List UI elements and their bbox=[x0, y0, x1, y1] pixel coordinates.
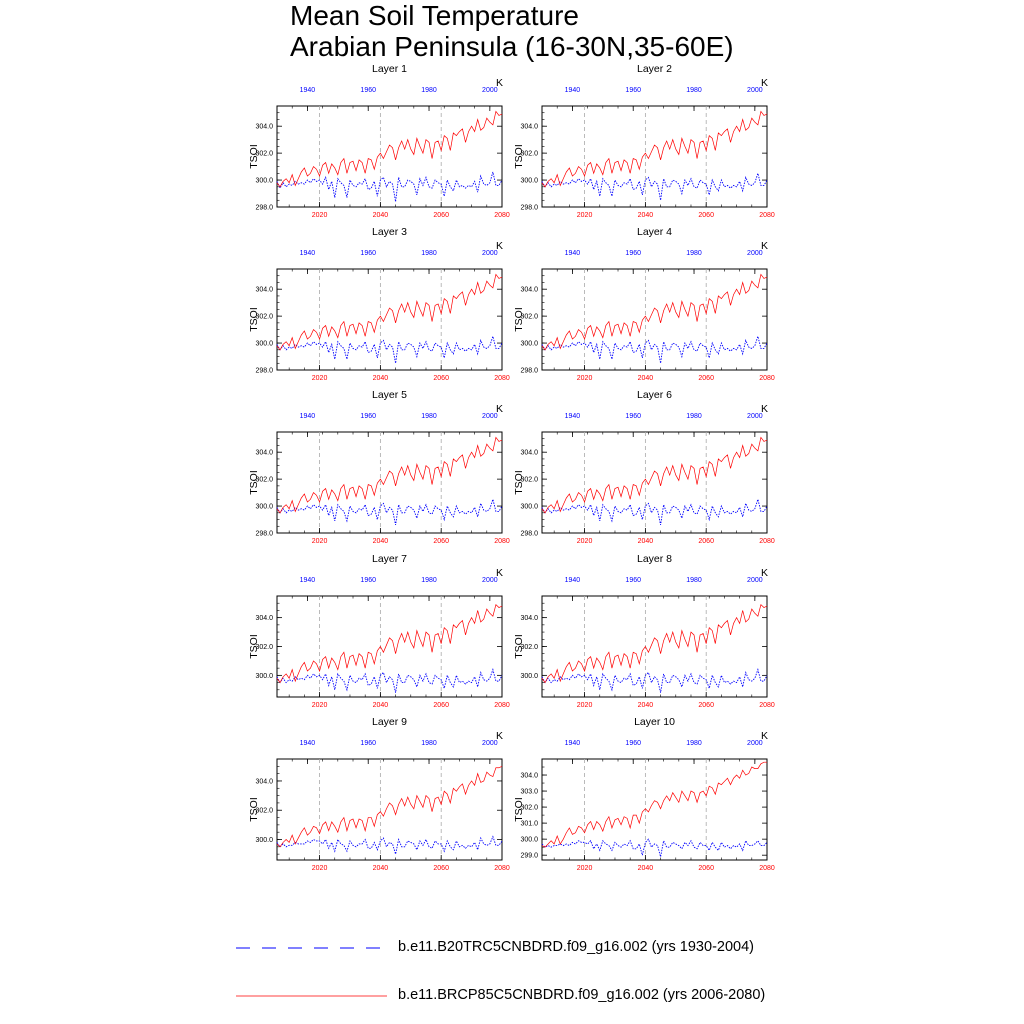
y-tick-label: 300.0 bbox=[255, 672, 273, 680]
series-future-line bbox=[542, 605, 767, 683]
x-bottom-tick-label: 2060 bbox=[433, 702, 449, 709]
x-bottom-tick-label: 2020 bbox=[576, 375, 593, 382]
plot-frame bbox=[542, 106, 767, 207]
x-bottom-tick-label: 2040 bbox=[637, 865, 654, 872]
y-axis-label: TSOI bbox=[248, 634, 260, 659]
series-historical-line bbox=[542, 336, 767, 363]
x-top-tick-label: 2000 bbox=[482, 740, 498, 747]
y-tick-label: 302.0 bbox=[255, 476, 273, 484]
x-top-tick-label: 1960 bbox=[360, 740, 377, 747]
y-tick-label: 304.0 bbox=[520, 286, 538, 294]
x-bottom-tick-label: 2080 bbox=[759, 865, 775, 872]
y-tick-label: 300.0 bbox=[255, 177, 273, 185]
chart-panel-layer-9 bbox=[248, 716, 510, 872]
x-bottom-tick-label: 2020 bbox=[576, 865, 593, 872]
chart-panel-layer-2 bbox=[513, 63, 775, 219]
series-future-line bbox=[542, 274, 767, 349]
x-top-tick-label: 1960 bbox=[625, 87, 642, 94]
x-bottom-tick-label: 2080 bbox=[759, 538, 775, 545]
legend-label-historical: b.e11.B20TRC5CNBDRD.f09_g16.002 (yrs 1930-2004) bbox=[398, 939, 754, 955]
series-future-line bbox=[277, 437, 502, 512]
y-tick-label: 300.0 bbox=[520, 340, 538, 348]
x-top-tick-label: 2000 bbox=[747, 413, 763, 420]
units-label: K bbox=[496, 567, 504, 579]
series-historical-line bbox=[277, 336, 502, 363]
units-label: K bbox=[761, 403, 769, 415]
figure-title-line-2: Arabian Peninsula (16-30N,35-60E) bbox=[290, 31, 734, 62]
x-bottom-tick-label: 2080 bbox=[494, 375, 510, 382]
units-label: K bbox=[761, 77, 769, 89]
y-tick-label: 304.0 bbox=[255, 615, 273, 623]
x-bottom-tick-label: 2040 bbox=[372, 702, 389, 709]
x-top-tick-label: 1980 bbox=[421, 250, 437, 257]
y-tick-label: 304.0 bbox=[520, 449, 538, 457]
x-top-tick-label: 1980 bbox=[686, 413, 702, 420]
y-axis-label: TSOI bbox=[248, 307, 260, 332]
y-tick-label: 302.0 bbox=[520, 644, 538, 651]
x-bottom-tick-label: 2040 bbox=[637, 702, 654, 709]
units-label: K bbox=[496, 77, 504, 89]
series-future-line bbox=[277, 605, 502, 683]
x-bottom-tick-label: 2060 bbox=[698, 212, 714, 219]
x-top-tick-label: 2000 bbox=[482, 87, 498, 94]
y-tick-label: 298.0 bbox=[520, 530, 538, 538]
x-bottom-tick-label: 2040 bbox=[637, 212, 654, 219]
x-top-tick-label: 2000 bbox=[747, 250, 763, 257]
plot-frame bbox=[277, 596, 502, 697]
x-bottom-tick-label: 2060 bbox=[433, 375, 449, 382]
x-top-tick-label: 1960 bbox=[360, 87, 377, 94]
y-tick-label: 302.0 bbox=[255, 150, 273, 158]
x-bottom-tick-label: 2020 bbox=[576, 538, 593, 545]
x-top-tick-label: 2000 bbox=[482, 250, 498, 257]
y-tick-label: 298.0 bbox=[255, 204, 273, 212]
plot-frame bbox=[277, 759, 502, 860]
x-top-tick-label: 2000 bbox=[747, 577, 763, 584]
units-label: K bbox=[496, 730, 504, 742]
y-tick-label: 302.0 bbox=[255, 313, 273, 321]
x-bottom-tick-label: 2060 bbox=[698, 375, 714, 382]
y-axis-label: TSOI bbox=[248, 470, 260, 495]
y-tick-label: 302.0 bbox=[520, 476, 538, 484]
chart-panel-layer-4 bbox=[513, 226, 775, 382]
panel-title: Layer 1 bbox=[371, 63, 408, 75]
y-tick-label: 300.0 bbox=[520, 836, 538, 844]
x-bottom-tick-label: 2060 bbox=[433, 538, 449, 545]
series-historical-line bbox=[542, 173, 767, 200]
plot-frame bbox=[277, 432, 502, 533]
y-tick-label: 300.0 bbox=[255, 503, 273, 511]
y-tick-label: 302.0 bbox=[520, 150, 538, 158]
y-tick-label: 298.0 bbox=[520, 204, 538, 212]
chart-panel-layer-7 bbox=[248, 553, 510, 709]
x-bottom-tick-label: 2040 bbox=[372, 212, 389, 219]
y-tick-label: 304.0 bbox=[520, 123, 538, 131]
x-bottom-tick-label: 2060 bbox=[698, 702, 714, 709]
y-tick-label: 304.0 bbox=[520, 772, 538, 780]
x-top-tick-label: 1980 bbox=[421, 413, 437, 420]
x-top-tick-label: 1940 bbox=[299, 87, 316, 94]
y-tick-label: 302.0 bbox=[255, 807, 273, 815]
y-tick-label: 298.0 bbox=[255, 367, 273, 375]
x-top-tick-label: 1960 bbox=[360, 577, 377, 584]
panel-title: Layer 8 bbox=[636, 553, 673, 565]
series-future-line bbox=[277, 274, 502, 349]
y-tick-label: 301.0 bbox=[520, 820, 538, 828]
y-tick-label: 300.0 bbox=[255, 340, 273, 348]
y-tick-label: 304.0 bbox=[255, 778, 273, 786]
y-tick-label: 300.0 bbox=[520, 503, 538, 511]
x-top-tick-label: 1960 bbox=[625, 740, 642, 747]
panel-title: Layer 6 bbox=[636, 389, 673, 401]
y-tick-label: 302.0 bbox=[255, 644, 273, 651]
legend-label-future: b.e11.BRCP85C5CNBDRD.f09_g16.002 (yrs 2006-2080) bbox=[398, 987, 766, 1003]
x-top-tick-label: 1940 bbox=[299, 250, 316, 257]
y-tick-label: 304.0 bbox=[255, 449, 273, 457]
series-historical-line bbox=[542, 670, 767, 693]
y-axis-label: TSOI bbox=[513, 144, 525, 169]
y-axis-label: TSOI bbox=[248, 144, 260, 169]
x-top-tick-label: 1960 bbox=[625, 413, 642, 420]
plot-frame bbox=[277, 269, 502, 370]
x-bottom-tick-label: 2060 bbox=[433, 212, 449, 219]
x-top-tick-label: 1960 bbox=[360, 413, 377, 420]
x-top-tick-label: 1980 bbox=[421, 740, 437, 747]
panel-title: Layer 10 bbox=[634, 716, 675, 728]
y-tick-label: 304.0 bbox=[255, 123, 273, 131]
plot-frame bbox=[542, 269, 767, 370]
plot-frame bbox=[542, 432, 767, 533]
x-top-tick-label: 1940 bbox=[299, 740, 316, 747]
x-bottom-tick-label: 2020 bbox=[311, 702, 328, 709]
x-bottom-tick-label: 2080 bbox=[494, 865, 510, 872]
y-axis-label: TSOI bbox=[513, 307, 525, 332]
chart-panel-layer-10 bbox=[513, 716, 775, 872]
x-bottom-tick-label: 2040 bbox=[372, 865, 389, 872]
chart-panel-layer-1 bbox=[248, 63, 510, 219]
panel-title: Layer 3 bbox=[371, 226, 408, 238]
x-top-tick-label: 1960 bbox=[625, 250, 642, 257]
x-top-tick-label: 1940 bbox=[564, 740, 581, 747]
y-tick-label: 302.0 bbox=[520, 804, 538, 812]
x-bottom-tick-label: 2040 bbox=[372, 538, 389, 545]
y-tick-label: 299.0 bbox=[520, 852, 538, 860]
series-historical-line bbox=[277, 837, 502, 855]
y-tick-label: 303.0 bbox=[520, 788, 538, 796]
panel-title: Layer 7 bbox=[371, 553, 408, 565]
x-top-tick-label: 1940 bbox=[564, 577, 581, 584]
plot-frame bbox=[542, 596, 767, 697]
series-future-line bbox=[542, 437, 767, 512]
series-historical-line bbox=[277, 499, 502, 525]
series-future-line bbox=[277, 111, 502, 186]
chart-panel-layer-3 bbox=[248, 226, 510, 382]
x-bottom-tick-label: 2060 bbox=[433, 865, 449, 872]
y-axis-label: TSOI bbox=[248, 797, 260, 822]
x-bottom-tick-label: 2040 bbox=[637, 375, 654, 382]
x-top-tick-label: 1980 bbox=[686, 740, 702, 747]
x-top-tick-label: 2000 bbox=[482, 413, 498, 420]
x-bottom-tick-label: 2040 bbox=[372, 375, 389, 382]
y-tick-label: 298.0 bbox=[255, 530, 273, 538]
x-top-tick-label: 1980 bbox=[686, 250, 702, 257]
y-tick-label: 302.0 bbox=[520, 313, 538, 321]
x-bottom-tick-label: 2080 bbox=[759, 375, 775, 382]
y-tick-label: 304.0 bbox=[255, 286, 273, 294]
x-bottom-tick-label: 2020 bbox=[311, 212, 328, 219]
x-top-tick-label: 2000 bbox=[747, 740, 763, 747]
x-bottom-tick-label: 2060 bbox=[698, 538, 714, 545]
x-bottom-tick-label: 2020 bbox=[311, 865, 328, 872]
x-bottom-tick-label: 2080 bbox=[759, 702, 775, 709]
x-bottom-tick-label: 2060 bbox=[698, 865, 714, 872]
series-historical-line bbox=[542, 839, 767, 857]
series-future-line bbox=[542, 111, 767, 186]
panel-title: Layer 2 bbox=[636, 63, 673, 75]
panel-title: Layer 4 bbox=[636, 226, 673, 238]
x-bottom-tick-label: 2080 bbox=[759, 212, 775, 219]
y-tick-label: 300.0 bbox=[255, 837, 273, 845]
series-historical-line bbox=[542, 499, 767, 525]
x-top-tick-label: 1980 bbox=[421, 577, 437, 584]
y-tick-label: 300.0 bbox=[520, 177, 538, 185]
x-bottom-tick-label: 2080 bbox=[494, 702, 510, 709]
plot-frame bbox=[542, 759, 767, 860]
x-top-tick-label: 1980 bbox=[421, 87, 437, 94]
x-top-tick-label: 1940 bbox=[564, 413, 581, 420]
series-historical-line bbox=[277, 172, 502, 202]
x-top-tick-label: 1980 bbox=[686, 87, 702, 94]
y-axis-label: TSOI bbox=[513, 634, 525, 659]
x-top-tick-label: 1980 bbox=[686, 577, 702, 584]
units-label: K bbox=[761, 730, 769, 742]
x-bottom-tick-label: 2080 bbox=[494, 538, 510, 545]
y-axis-label: TSOI bbox=[513, 470, 525, 495]
series-historical-line bbox=[277, 670, 502, 693]
units-label: K bbox=[496, 403, 504, 415]
x-bottom-tick-label: 2020 bbox=[576, 702, 593, 709]
x-top-tick-label: 1960 bbox=[625, 577, 642, 584]
x-bottom-tick-label: 2020 bbox=[311, 538, 328, 545]
y-axis-label: TSOI bbox=[513, 797, 525, 822]
panel-title: Layer 5 bbox=[371, 389, 408, 401]
x-top-tick-label: 1940 bbox=[564, 250, 581, 257]
plot-frame bbox=[277, 106, 502, 207]
x-top-tick-label: 2000 bbox=[747, 87, 763, 94]
series-future-line bbox=[542, 762, 767, 847]
y-tick-label: 300.0 bbox=[520, 672, 538, 680]
figure-title-line-1: Mean Soil Temperature bbox=[290, 0, 579, 31]
chart-panel-layer-6 bbox=[513, 389, 775, 545]
y-tick-label: 304.0 bbox=[520, 615, 538, 623]
chart-panel-layer-5 bbox=[248, 389, 510, 545]
y-tick-label: 298.0 bbox=[520, 367, 538, 375]
x-top-tick-label: 1940 bbox=[299, 577, 316, 584]
units-label: K bbox=[761, 567, 769, 579]
x-top-tick-label: 1940 bbox=[564, 87, 581, 94]
chart-panel-layer-8 bbox=[513, 553, 775, 709]
units-label: K bbox=[496, 240, 504, 252]
x-bottom-tick-label: 2020 bbox=[576, 212, 593, 219]
panel-title: Layer 9 bbox=[371, 716, 408, 728]
x-top-tick-label: 1960 bbox=[360, 250, 377, 257]
series-future-line bbox=[277, 766, 502, 847]
x-top-tick-label: 2000 bbox=[482, 577, 498, 584]
units-label: K bbox=[761, 240, 769, 252]
x-bottom-tick-label: 2040 bbox=[637, 538, 654, 545]
x-bottom-tick-label: 2080 bbox=[494, 212, 510, 219]
x-top-tick-label: 1940 bbox=[299, 413, 316, 420]
x-bottom-tick-label: 2020 bbox=[311, 375, 328, 382]
